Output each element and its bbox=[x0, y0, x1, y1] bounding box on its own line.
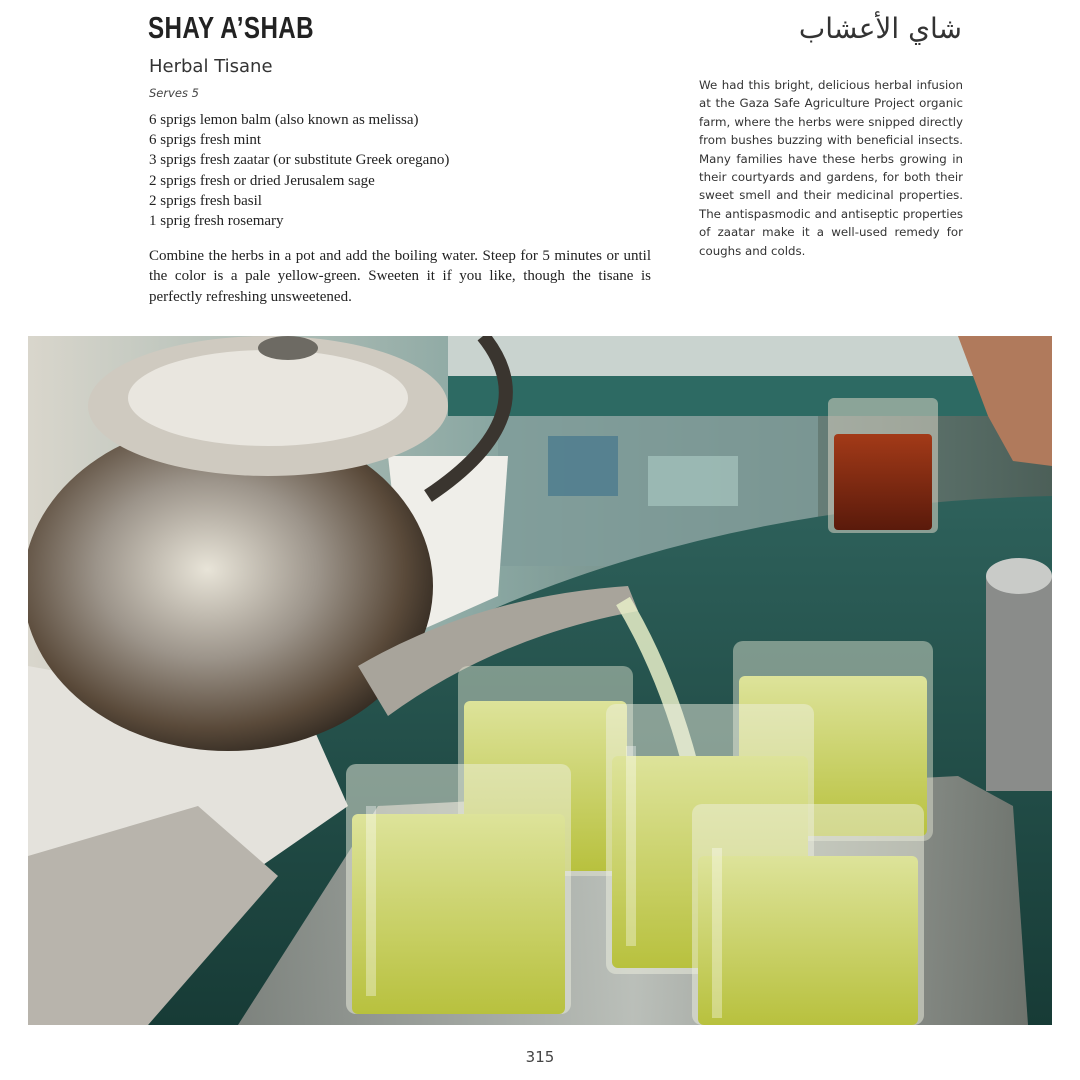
ingredient-item: 3 sprigs fresh zaatar (or substitute Greek oregano) bbox=[149, 152, 450, 169]
page-number: 315 bbox=[525, 1048, 555, 1066]
recipe-subtitle: Herbal Tisane bbox=[149, 56, 273, 77]
recipe-headnote: We had this bright, delicious herbal infusion at the Gaza Safe Agriculture Project organic farm, where the herbs were snipped directly from bushes buzzing with beneficial insects. Many families have these herbs growing in their courtyards and gardens, for both their sweet smell and their medicinal properties. The antispasmodic and antiseptic properties of zaatar make it a well-used remedy for coughs and colds. bbox=[699, 78, 963, 258]
ingredient-item: 6 sprigs fresh mint bbox=[149, 132, 262, 149]
ingredient-item: 2 sprigs fresh basil bbox=[149, 192, 262, 209]
recipe-title: SHAY A’SHAB bbox=[148, 10, 314, 45]
ingredient-item: 2 sprigs fresh or dried Jerusalem sage bbox=[149, 172, 375, 189]
ingredients-list bbox=[149, 110, 449, 231]
serves-note: Serves 5 bbox=[149, 86, 199, 100]
ingredient-item: 6 sprigs lemon balm (also known as melissa) bbox=[149, 112, 419, 128]
tea-photo bbox=[28, 336, 1052, 1025]
recipe-method: Combine the herbs in a pot and add the boiling water. Steep for 5 minutes or until the color is a pale yellow-green. Sweeten it if you like, though the tisane is perfectly refreshing unsweetened. bbox=[149, 248, 651, 305]
recipe-title-arabic: شاي الأعشاب bbox=[798, 12, 962, 45]
ingredient-item: 1 sprig fresh rosemary bbox=[149, 213, 284, 230]
